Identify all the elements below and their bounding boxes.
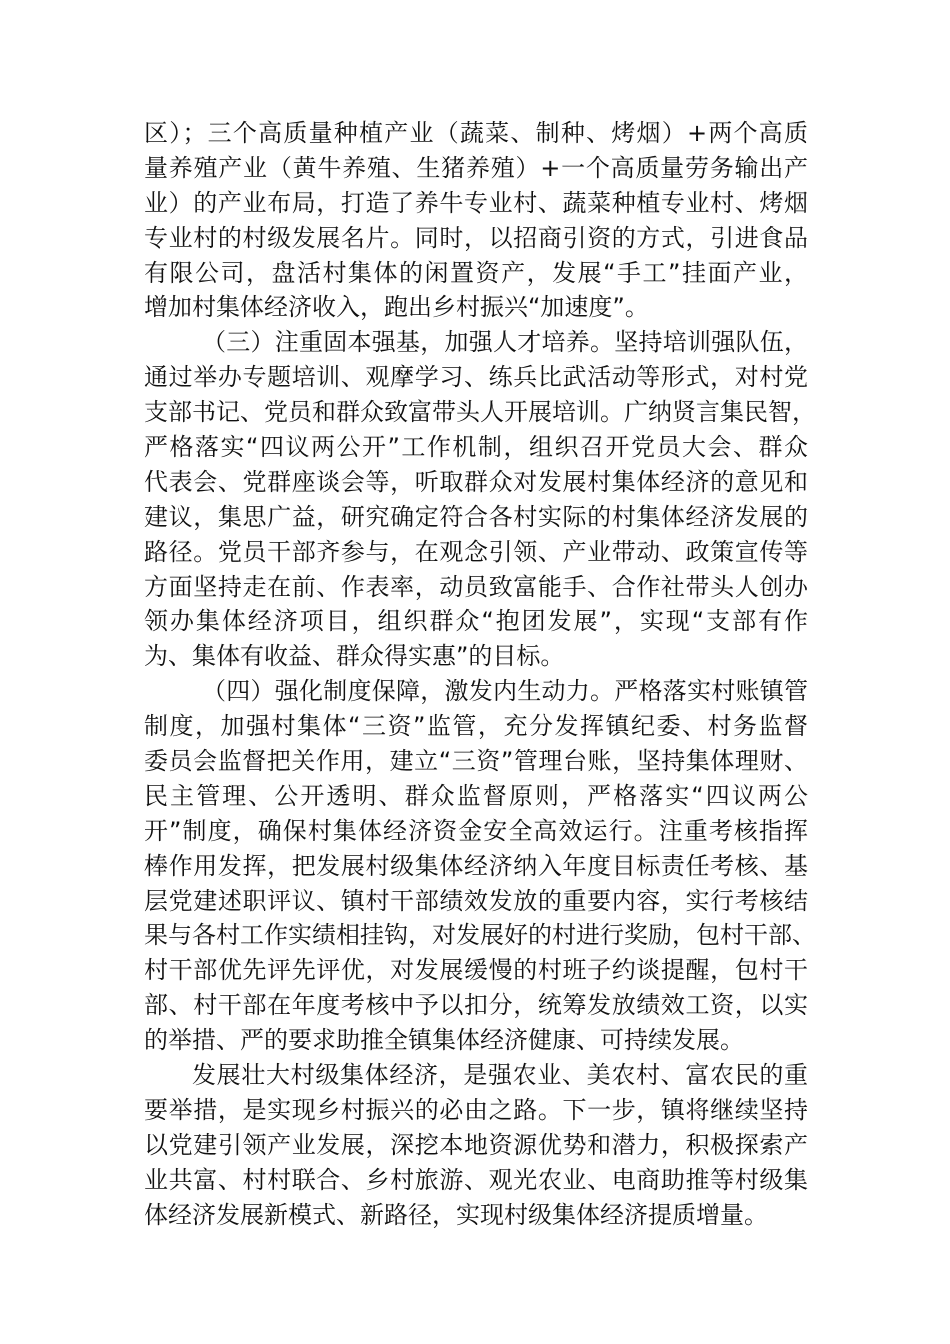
text-line: 的举措、严的要求助推全镇集体经济健康、可持续发展。 bbox=[144, 1026, 744, 1055]
text-line: 有限公司，盘活村集体的闲置资产，发展“手工”挂面产业， bbox=[144, 258, 808, 287]
section-heading-line: （四）强化制度保障，激发内生动力。严格落实村账镇管 bbox=[202, 677, 808, 706]
text-line: 层党建述职评议、镇村干部绩效发放的重要内容，实行考核结 bbox=[144, 886, 808, 915]
document-body bbox=[144, 116, 816, 1233]
text-line: 制度，加强村集体“三资”监管，充分发挥镇纪委、村务监督 bbox=[144, 712, 808, 741]
text-line: 要举措，是实现乡村振兴的必由之路。下一步，镇将继续坚持 bbox=[144, 1095, 808, 1124]
text-line: 果与各村工作实绩相挂钩，对发展好的村进行奖励，包村干部、 bbox=[144, 921, 816, 950]
text-line: 体经济发展新模式、新路径，实现村级集体经济提质增量。 bbox=[144, 1200, 768, 1229]
text-line: 通过举办专题培训、观摩学习、练兵比武活动等形式，对村党 bbox=[144, 363, 808, 392]
text-line: 开”制度，确保村集体经济资金安全高效运行。注重考核指挥 bbox=[144, 816, 808, 845]
text-line: 区）；三个高质量种植产业（蔬菜、制种、烤烟）+两个高质 bbox=[144, 119, 808, 147]
section-heading-line: （三）注重固本强基，加强人才培养。坚持培训强队伍， bbox=[202, 328, 808, 357]
text-line: 业）的产业布局，打造了养牛专业村、蔬菜种植专业村、烤烟 bbox=[144, 188, 808, 217]
text-line: 专业村的村级发展名片。同时，以招商引资的方式，引进食品 bbox=[144, 223, 808, 252]
text-line: 民主管理、公开透明、群众监督原则，严格落实“四议两公 bbox=[144, 781, 808, 810]
text-line: 方面坚持走在前、作表率，动员致富能手、合作社带头人创办 bbox=[144, 572, 808, 601]
text-line: 代表会、党群座谈会等，听取群众对发展村集体经济的意见和 bbox=[144, 467, 808, 496]
text-line: 量养殖产业（黄牛养殖、生猪养殖）+一个高质量劳务输出产 bbox=[144, 153, 808, 182]
text-line: 建议，集思广益，研究确定符合各村实际的村集体经济发展的 bbox=[144, 502, 808, 531]
text-line: 路径。党员干部齐参与，在观念引领、产业带动、政策宣传等 bbox=[144, 537, 808, 566]
paragraph-first-line: 发展壮大村级集体经济，是强农业、美农村、富农民的重 bbox=[192, 1061, 808, 1090]
text-line: 支部书记、党员和群众致富带头人开展培训。广纳贤言集民智， bbox=[144, 398, 816, 427]
text-line: 增加村集体经济收入，跑出乡村振兴“加速度”。 bbox=[144, 293, 649, 322]
text-line: 棒作用发挥，把发展村级集体经济纳入年度目标责任考核、基 bbox=[144, 851, 808, 880]
text-line: 村干部优先评先评优，对发展缓慢的村班子约谈提醒，包村干 bbox=[144, 956, 808, 985]
text-line: 委员会监督把关作用，建立“三资”管理台账，坚持集体理财、 bbox=[144, 747, 808, 776]
text-line: 部、村干部在年度考核中予以扣分，统筹发放绩效工资，以实 bbox=[144, 991, 808, 1020]
text-line: 以党建引领产业发展，深挖本地资源优势和潜力，积极探索产 bbox=[144, 1130, 808, 1159]
text-line: 严格落实“四议两公开”工作机制，组织召开党员大会、群众 bbox=[144, 433, 808, 462]
text-line: 领办集体经济项目，组织群众“抱团发展”，实现“支部有作 bbox=[144, 607, 808, 636]
text-line: 为、集体有收益、群众得实惠”的目标。 bbox=[144, 642, 565, 671]
text-line: 业共富、村村联合、乡村旅游、观光农业、电商助推等村级集 bbox=[144, 1165, 808, 1194]
